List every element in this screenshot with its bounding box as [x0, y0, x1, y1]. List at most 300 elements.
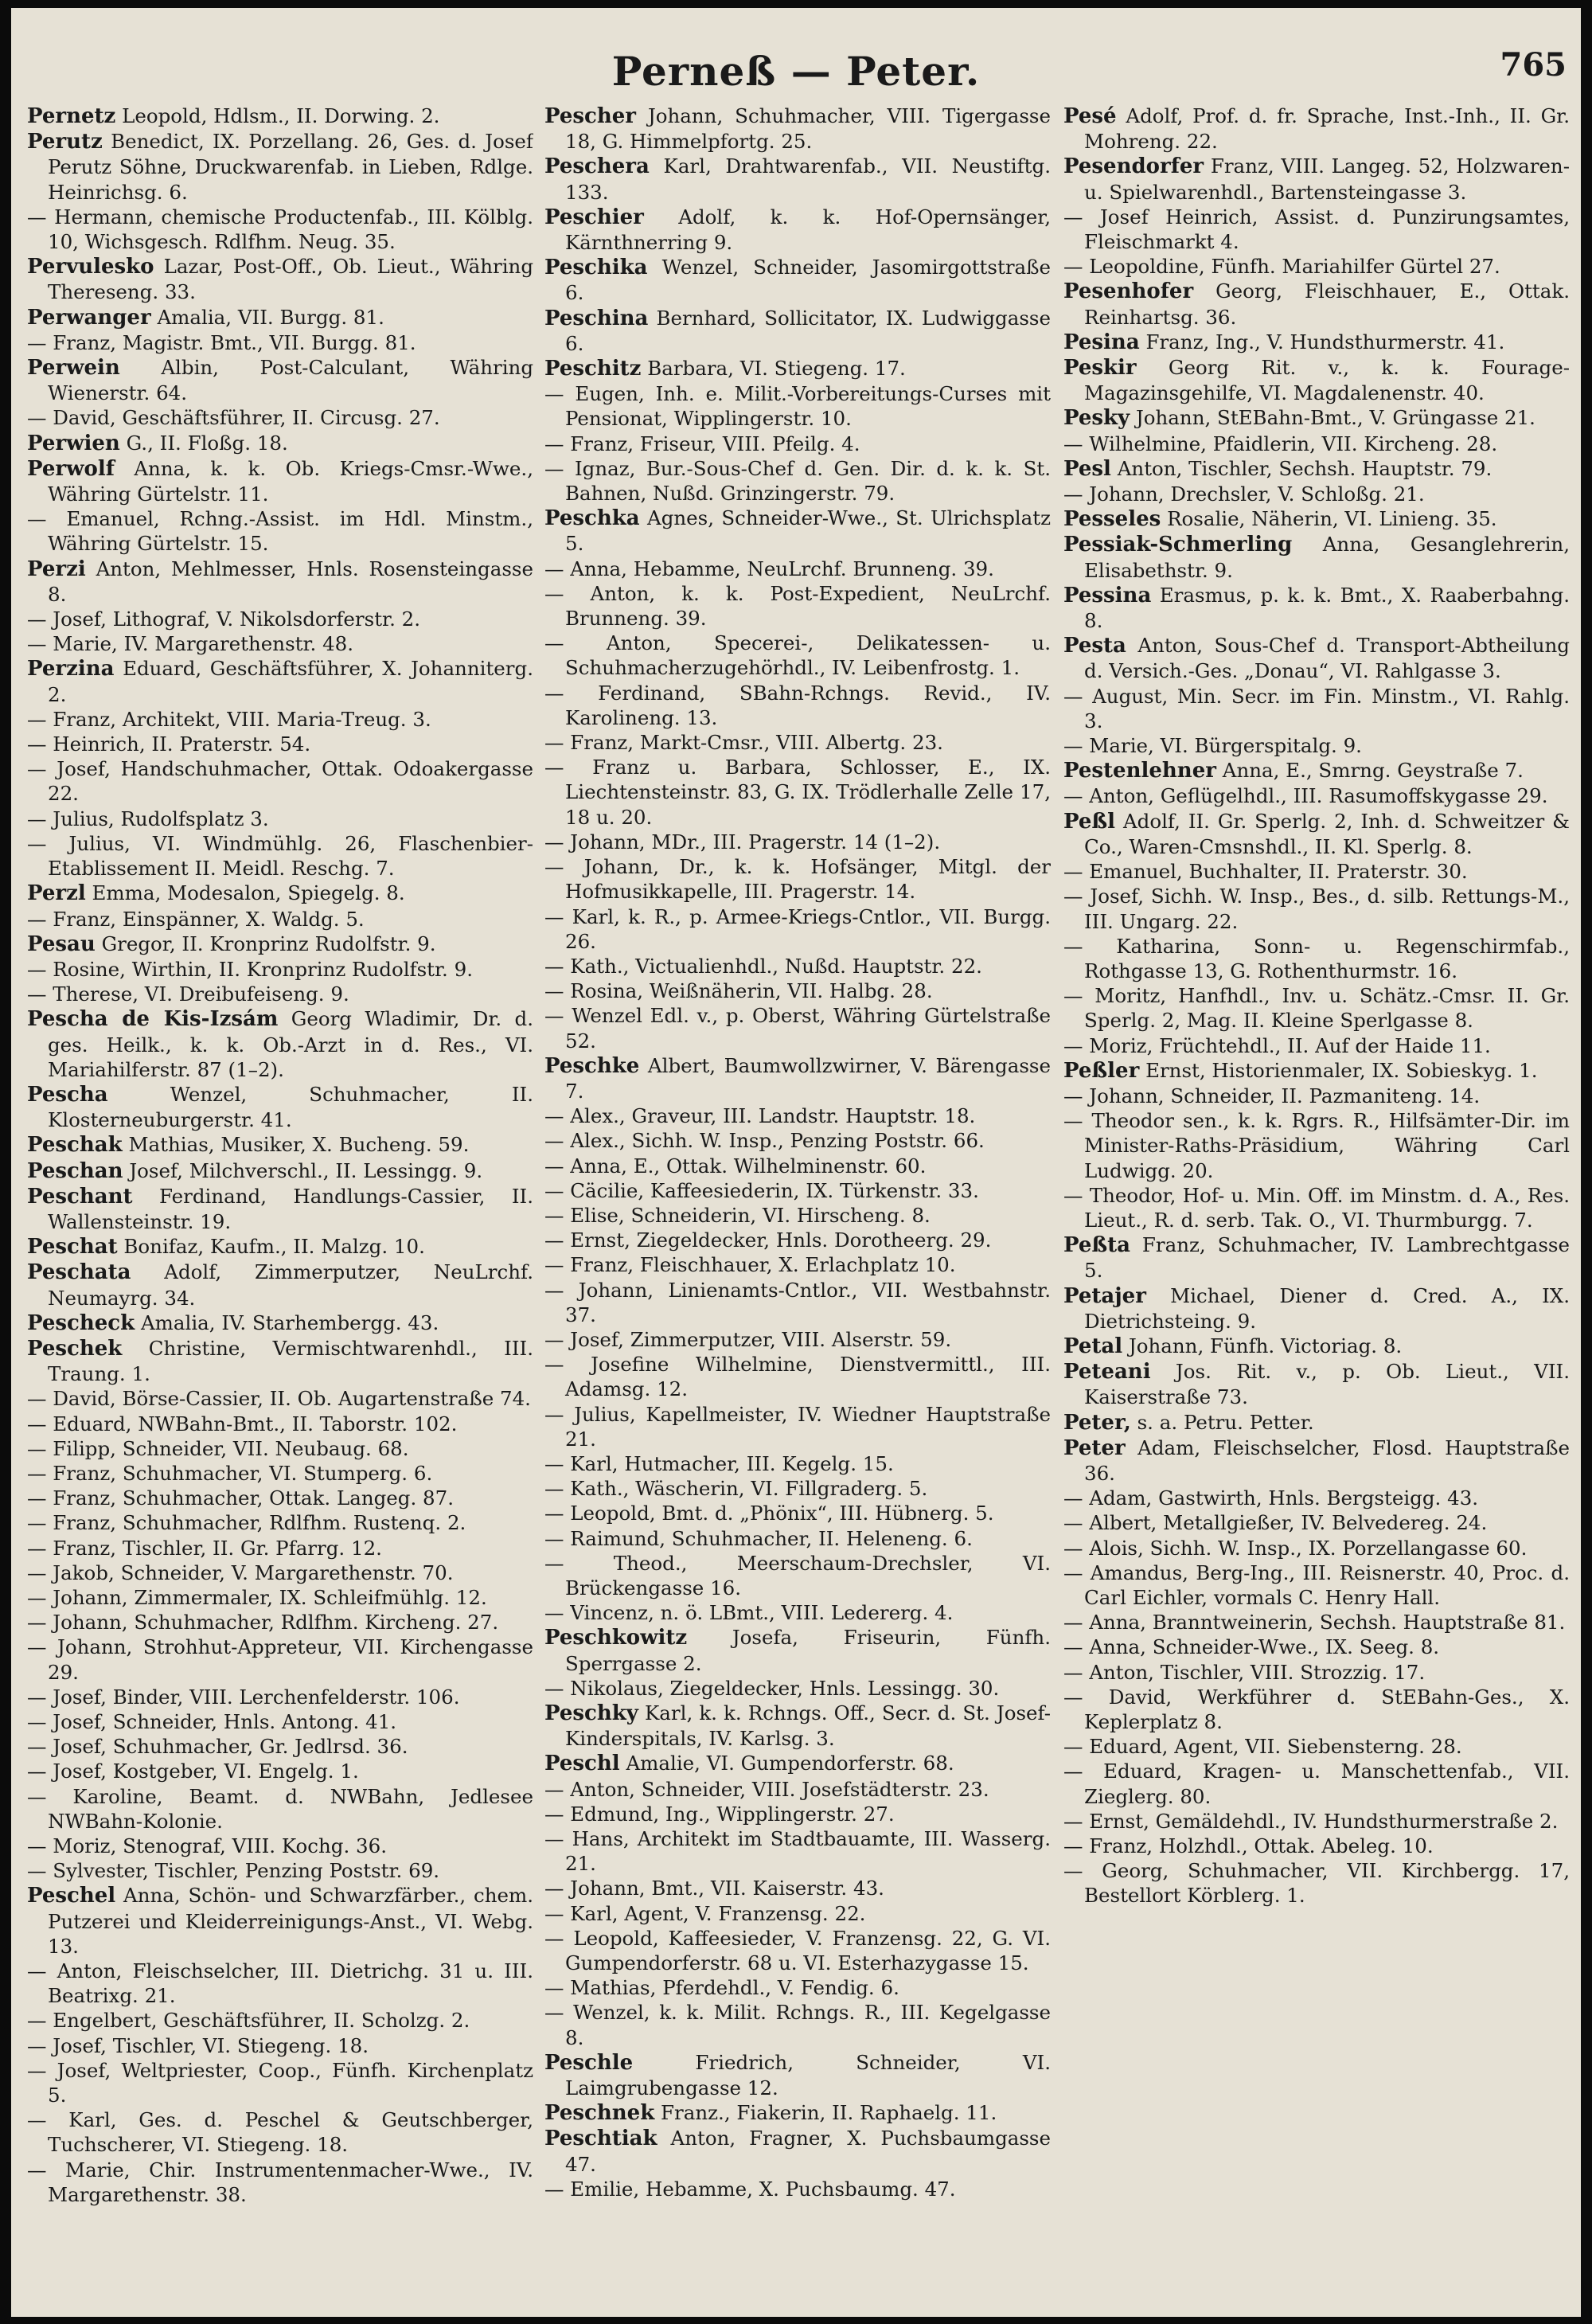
entry-details: — Josef, Zimmerputzer, VIII. Alserstr. 59. — [544, 1327, 952, 1351]
entry-details: Josefa, Friseurin, Fünfh. Sperrgasse 2. — [565, 1626, 1051, 1675]
directory-entry — [27, 1585, 533, 1610]
entry-details: Johann, Fünfh. Victoriag. 8. — [1128, 1334, 1403, 1357]
directory-entry — [27, 831, 533, 881]
directory-entry — [1063, 1359, 1570, 1409]
directory-entry — [544, 432, 1051, 456]
directory-entry — [544, 205, 1051, 255]
entry-details: — Marie, IV. Margarethenstr. 48. — [27, 632, 354, 656]
entry-surname: Pesau — [27, 932, 96, 956]
entry-details: — Franz, Holzhdl., Ottak. Abeleg. 10. — [1063, 1834, 1434, 1858]
entry-details: — Josef, Weltpriester, Coop., Fünfh. Kirchenplatz 5. — [27, 2058, 533, 2107]
directory-entry — [1063, 1334, 1570, 1359]
entry-surname: Perwolf — [27, 456, 115, 481]
entry-details: — Therese, VI. Dreibufeiseng. 9. — [27, 982, 349, 1006]
directory-entry — [544, 1053, 1051, 1103]
directory-entry — [1063, 1560, 1570, 1610]
entry-details: — Franz, Einspänner, X. Waldg. 5. — [27, 907, 365, 931]
entry-details: Georg, Fleischhauer, E., Ottak. Reinhartsg. 36. — [1084, 279, 1570, 329]
directory-entry — [27, 932, 533, 957]
entry-details: — Kath., Victualienhdl., Nußd. Hauptstr. 22. — [544, 954, 982, 978]
entry-details: — Karl, k. R., p. Armee-Kriegs-Cntlor., VII. Burgg. 26. — [544, 904, 1051, 953]
entry-details: — Cäcilie, Kaffeesiederin, IX. Türkenstr. 33. — [544, 1178, 979, 1202]
directory-entry — [544, 2050, 1051, 2100]
directory-entry — [1063, 506, 1570, 532]
entry-details: — Rosine, Wirthin, II. Kronprinz Rudolfstr. 9. — [27, 957, 473, 981]
entry-details: Amalia, IV. Starhembergg. 43. — [140, 1310, 439, 1334]
entry-details: — Anton, Specerei-, Delikatessen- u. Schuhmacherzugehörhdl., IV. Leibenfrostg. 1. — [544, 631, 1051, 680]
directory-entry — [544, 631, 1051, 680]
directory-entry — [544, 1402, 1051, 1451]
entry-details: Anton, Sous-Chef d. Transport-Abtheilung d. Versich.-Ges. „Donau“, VI. Rahlgasse 3. — [1084, 634, 1570, 683]
entry-details: Friedrich, Schneider, VI. Laimgrubengasse 12. — [565, 2050, 1051, 2100]
entry-details: — Engelbert, Geschäftsführer, II. Scholzg. 2. — [27, 2009, 470, 2033]
entry-surname: Peschata — [27, 1260, 131, 1285]
entry-surname: Peschtiak — [544, 2127, 657, 2151]
entry-surname: Pesl — [1063, 456, 1111, 481]
entry-details: — Leopold, Bmt. d. „Phönix“, III. Hübnerg. 5. — [544, 1502, 994, 1525]
directory-entry — [544, 1975, 1051, 2000]
entry-details: G., II. Floßg. 18. — [126, 431, 288, 455]
entry-details: Karl, k. k. Rchngs. Off., Secr. d. St. Josef-Kinderspitals, IV. Karlsg. 3. — [565, 1701, 1051, 1751]
directory-entry — [1063, 983, 1570, 1033]
directory-entry — [544, 1926, 1051, 1975]
directory-entry — [1063, 684, 1570, 733]
entry-details: Josef, Milchverschl., II. Lessingg. 9. — [129, 1158, 483, 1182]
entry-surname: Peschnek — [544, 2101, 655, 2126]
entry-details: — Adam, Gastwirth, Hnls. Bergsteigg. 43. — [1063, 1486, 1479, 1510]
entry-surname: Perwanger — [27, 305, 151, 330]
entry-details: — Leopold, Kaffeesieder, V. Franzensg. 22, G. VI. Gumpendorferstr. 68 u. VI. Esterhazygasse 15. — [544, 1926, 1051, 1975]
entry-details: — Franz, Schuhmacher, Rdlfhm. Rustenq. 2. — [27, 1511, 466, 1535]
entry-details: — Johann, Schneider, II. Pazmaniteng. 14. — [1063, 1084, 1481, 1107]
directory-entry — [1063, 1759, 1570, 1808]
entry-surname: Pestenlehner — [1063, 759, 1216, 783]
directory-entry — [27, 707, 533, 732]
directory-entry — [1063, 583, 1570, 633]
entry-details: — Alex., Graveur, III. Landstr. Hauptstr. 18. — [544, 1104, 976, 1128]
entry-details: — Emanuel, Rchng.-Assist. im Hdl. Minstm., Währing Gürtelstr. 15. — [27, 507, 533, 556]
directory-entry — [1063, 783, 1570, 808]
entry-details: Leopold, Hdlsm., II. Dorwing. 2. — [122, 104, 440, 127]
entry-details: Mathias, Musiker, X. Bucheng. 59. — [128, 1133, 470, 1157]
entry-details: — Franz, Markt-Cmsr., VIII. Albertg. 23. — [544, 731, 943, 755]
entry-surname: Petajer — [1063, 1283, 1146, 1308]
directory-entry — [544, 1278, 1051, 1327]
directory-entry — [27, 557, 533, 607]
entry-details: Adolf, Zimmerputzer, NeuLrchf. Neumayrg. 34. — [48, 1260, 533, 1310]
entry-details: Lazar, Post-Off., Ob. Lieut., Währing Thereseng. 33. — [48, 255, 533, 304]
directory-entry — [544, 1451, 1051, 1476]
entry-details: — Franz, Schuhmacher, Ottak. Langeg. 87. — [27, 1486, 455, 1510]
entry-details: — Edmund, Ing., Wipplingerstr. 27. — [544, 1802, 895, 1826]
directory-entry — [27, 205, 533, 254]
directory-entry — [27, 2107, 533, 2157]
entry-surname: Peschina — [544, 306, 649, 330]
directory-entry — [27, 506, 533, 556]
directory-entry — [544, 1327, 1051, 1352]
directory-entry — [1063, 1108, 1570, 1183]
entry-details: — David, Geschäftsführer, II. Circusg. 27. — [27, 406, 440, 430]
entry-surname: Pesky — [1063, 406, 1130, 431]
entry-details: Emma, Modesalon, Spiegelg. 8. — [92, 881, 405, 905]
entry-details: — Rosina, Weißnäherin, VII. Halbg. 28. — [544, 979, 933, 1003]
entry-details: s. a. Petru. Petter. — [1137, 1410, 1314, 1434]
entry-surname: Peter, — [1063, 1410, 1131, 1435]
entry-details: Bonifaz, Kaufm., II. Malzg. 10. — [123, 1235, 425, 1259]
entry-details: — Georg, Schuhmacher, VII. Kirchbergg. 17, Bestellort Körblerg. 1. — [1063, 1859, 1570, 1908]
entry-details: Barbara, VI. Stiegeng. 17. — [647, 357, 906, 381]
entry-surname: Peschka — [544, 506, 640, 531]
entry-details: Wenzel, Schuhmacher, II. Klosterneuburgerstr. 41. — [48, 1082, 533, 1132]
directory-entry — [544, 1751, 1051, 1776]
directory-entry — [27, 1336, 533, 1386]
entry-surname: Pescha de Kis-Izsám — [27, 1007, 279, 1032]
directory-entry — [27, 1184, 533, 1234]
directory-entry — [27, 1685, 533, 1709]
column-middle — [544, 104, 1051, 2309]
entry-details: — Johann, Drechsler, V. Schloßg. 21. — [1063, 482, 1425, 506]
directory-entry — [544, 2000, 1051, 2049]
entry-details: — Filipp, Schneider, VII. Neubaug. 68. — [27, 1436, 409, 1460]
directory-entry — [27, 1461, 533, 1486]
entry-details: — Jakob, Schneider, V. Margarethenstr. 70. — [27, 1560, 454, 1584]
directory-entry — [27, 330, 533, 355]
entry-details: Benedict, IX. Porzellang. 26, Ges. d. Josef Perutz Söhne, Druckwarenfab. in Lieben, Rdlge. Heinrichsg. 6. — [48, 130, 533, 204]
directory-entry — [27, 1610, 533, 1635]
directory-entry — [27, 631, 533, 656]
entry-details: Anna, Gesanglehrerin, Elisabethstr. 9. — [1084, 533, 1570, 582]
directory-entry — [544, 456, 1051, 506]
directory-entry — [27, 1132, 533, 1158]
directory-entry — [27, 2158, 533, 2207]
entry-surname: Peschky — [544, 1701, 638, 1725]
directory-entry — [27, 1006, 533, 1082]
directory-entry — [27, 1959, 533, 2008]
directory-entry — [1063, 1183, 1570, 1232]
entry-details: Anton, Mehlmesser, Hnls. Rosensteingasse 8. — [48, 557, 533, 606]
directory-entry — [27, 431, 533, 456]
directory-entry — [27, 1858, 533, 1883]
entry-details: — Moriz, Früchtehdl., II. Auf der Haide 11. — [1063, 1033, 1491, 1057]
directory-entry — [544, 104, 1051, 154]
entry-details: — Josefine Wilhelmine, Dienstvermittl., III. Adamsg. 12. — [544, 1353, 1051, 1401]
directory-entry — [544, 1103, 1051, 1128]
entry-surname: Pernetz — [27, 104, 116, 128]
entry-details: Adolf, II. Gr. Sperlg. 2, Inh. d. Schweitzer & Co., Waren-Cmsnshdl., II. Kl. Sperlg. 8. — [1084, 809, 1570, 858]
entry-details: Jos. Rit. v., p. Ob. Lieut., VII. Kaiserstraße 73. — [1084, 1360, 1570, 1409]
entry-details: — Theodor sen., k. k. Rgrs. R., Hilfsämter-Dir. im Minister-Raths-Präsidium, Währing Carl Ludwigg. 20. — [1063, 1109, 1570, 1182]
entry-details: — Wenzel Edl. v., p. Oberst, Währing Gürtelstraße 52. — [544, 1004, 1051, 1053]
entry-details: — Julius, Rudolfsplatz 3. — [27, 807, 269, 830]
directory-entry — [27, 2033, 533, 2058]
entry-details: — David, Werkführer d. StEBahn-Ges., X. Keplerplatz 8. — [1063, 1685, 1570, 1733]
directory-entry — [544, 306, 1051, 356]
entry-surname: Peschel — [27, 1884, 116, 1908]
directory-entry — [27, 1510, 533, 1535]
entry-details: — Josef Heinrich, Assist. d. Punzirungsamtes, Fleischmarkt 4. — [1063, 205, 1570, 254]
directory-entry — [544, 2100, 1051, 2126]
directory-entry — [544, 2126, 1051, 2176]
entry-surname: Perzina — [27, 657, 115, 682]
entry-surname: Peter — [1063, 1435, 1126, 1460]
entry-details: Johann, StEBahn-Bmt., V. Grüngasse 21. — [1135, 406, 1535, 430]
directory-entry — [544, 581, 1051, 631]
directory-entry — [27, 1536, 533, 1560]
directory-entry — [544, 1625, 1051, 1675]
directory-entry — [27, 982, 533, 1006]
entry-details: Anton, Tischler, Sechsh. Hauptstr. 79. — [1117, 456, 1492, 480]
entry-details: — Ferdinand, SBahn-Rchngs. Revid., IV. Karolineng. 13. — [544, 681, 1051, 729]
entry-details: Eduard, Geschäftsführer, X. Johanniterg. 2. — [48, 657, 533, 706]
entry-details: — Wenzel, k. k. Milit. Rchngs. R., III. Kegelgasse 8. — [544, 2001, 1051, 2049]
entry-surname: Peßl — [1063, 809, 1116, 834]
directory-entry — [1063, 104, 1570, 154]
entry-surname: Perwien — [27, 431, 120, 455]
directory-entry — [544, 1252, 1051, 1277]
directory-entry — [544, 154, 1051, 204]
entry-details: Albin, Post-Calculant, Währing Wienerstr. 64. — [48, 356, 533, 405]
directory-entry — [1063, 482, 1570, 506]
directory-entry — [1063, 1858, 1570, 1908]
entry-details: — Sylvester, Tischler, Penzing Poststr. 69. — [27, 1859, 440, 1883]
entry-details: Adam, Fleischselcher, Flosd. Hauptstraße 36. — [1084, 1435, 1570, 1485]
entry-details: — Eugen, Inh. e. Milit.-Vorbereitungs-Curses mit Pensionat, Wipplingerstr. 10. — [544, 382, 1051, 431]
entry-details: — Josef, Sichh. W. Insp., Bes., d. silb. Rettungs-M., III. Ungarg. 22. — [1063, 885, 1570, 933]
directory-entry — [27, 656, 533, 706]
directory-entry — [544, 1352, 1051, 1401]
entry-details: Ferdinand, Handlungs-Cassier, II. Wallensteinstr. 19. — [48, 1184, 533, 1233]
entry-details: — Nikolaus, Ziegeldecker, Hnls. Lessingg. 30. — [544, 1676, 1000, 1700]
directory-entry — [544, 1501, 1051, 1525]
directory-entry — [27, 2058, 533, 2107]
entry-surname: Peschera — [544, 154, 650, 179]
entry-surname: Pesina — [1063, 330, 1140, 354]
directory-entry — [27, 1436, 533, 1461]
entry-details: — Alois, Sichh. W. Insp., IX. Porzellangasse 60. — [1063, 1536, 1528, 1560]
entry-details: — Franz, Friseur, VIII. Pfeilg. 4. — [544, 432, 860, 455]
entry-details: — Moritz, Hanfhdl., Inv. u. Schätz.-Cmsr. II. Gr. Sperlg. 2, Mag. II. Kleine Sperlgasse 8. — [1063, 984, 1570, 1033]
entry-details: — Franz u. Barbara, Schlosser, E., IX. Liechtensteinstr. 83, G. IX. Trödlerhalle Zelle 17, 18 u. 20. — [544, 756, 1051, 829]
entry-details: — Marie, Chir. Instrumentenmacher-Wwe., IV. Margarethenstr. 38. — [27, 2158, 533, 2206]
entry-details: Georg Rit. v., k. k. Fourage-Magazinsgehilfe, VI. Magdalenenstr. 40. — [1084, 356, 1570, 405]
directory-entry — [544, 904, 1051, 954]
directory-entry — [27, 1234, 533, 1260]
page-header — [11, 25, 1581, 105]
entry-details: — Johann, Zimmermaler, IX. Schleifmühlg. 12. — [27, 1585, 487, 1609]
entry-details: — Julius, VI. Windmühlg. 26, Flaschenbier-Etablissement II. Meidl. Reschg. 7. — [27, 831, 533, 881]
directory-entry — [544, 506, 1051, 556]
entry-details: Ernst, Historienmaler, IX. Sobieskyg. 1. — [1145, 1058, 1538, 1082]
directory-entry — [27, 1709, 533, 1734]
page-number: 765 — [1500, 46, 1567, 84]
directory-entry — [544, 557, 1051, 581]
directory-entry — [27, 807, 533, 831]
entry-surname: Peschitz — [544, 357, 642, 381]
directory-entry — [544, 381, 1051, 431]
entry-surname: Pesenhofer — [1063, 279, 1194, 304]
entry-details: Amalia, VII. Burgg. 81. — [157, 305, 384, 329]
directory-entry — [27, 957, 533, 982]
entry-details: — Ernst, Ziegeldecker, Hnls. Dorotheerg. 29. — [544, 1228, 992, 1252]
directory-entry — [1063, 279, 1570, 329]
entry-surname: Perzl — [27, 881, 86, 906]
directory-entry — [544, 830, 1051, 854]
directory-entry — [1063, 1283, 1570, 1334]
directory-entry — [544, 1154, 1051, 1178]
entry-surname: Peskir — [1063, 356, 1137, 381]
entry-details: — Franz, Schuhmacher, VI. Stumperg. 6. — [27, 1461, 433, 1485]
entry-details: — Anton, Geflügelhdl., III. Rasumoffskygasse 29. — [1063, 784, 1548, 808]
entry-details: Wenzel, Schneider, Jasomirgottstraße 6. — [565, 256, 1051, 305]
directory-entry — [27, 305, 533, 330]
directory-entry — [544, 730, 1051, 755]
directory-entry — [1063, 758, 1570, 783]
entry-surname: Peteani — [1063, 1360, 1151, 1385]
entry-details: — Franz, Magistr. Bmt., VII. Burgg. 81. — [27, 330, 416, 354]
entry-surname: Pesé — [1063, 104, 1117, 128]
entry-details: Johann, Schuhmacher, VIII. Tigergasse 18, G. Himmelpfortg. 25. — [565, 104, 1051, 154]
entry-details: — Josef, Lithograf, V. Nikolsdorferstr. 2. — [27, 607, 421, 631]
entry-details: Albert, Baumwollzwirner, V. Bärengasse 7. — [565, 1053, 1051, 1103]
entry-details: Anna, k. k. Ob. Kriegs-Cmsr.-Wwe., Währing Gürtelstr. 11. — [48, 456, 533, 506]
entry-details: — Julius, Kapellmeister, IV. Wiedner Hauptstraße 21. — [544, 1402, 1051, 1451]
entry-details: Franz, Ing., V. Hundsthurmerstr. 41. — [1145, 330, 1505, 353]
entry-details: — Johann, MDr., III. Pragerstr. 14 (1–2). — [544, 830, 941, 853]
entry-details: — Emanuel, Buchhalter, II. Praterstr. 30. — [1063, 860, 1468, 884]
directory-entry — [544, 1526, 1051, 1551]
directory-entry — [1063, 254, 1570, 279]
directory-entry — [544, 1901, 1051, 1926]
entry-details: — Heinrich, II. Praterstr. 54. — [27, 732, 311, 756]
entry-details: — Theod., Meerschaum-Drechsler, VI. Brückengasse 16. — [544, 1551, 1051, 1599]
directory-entry — [544, 1551, 1051, 1600]
directory-entry — [1063, 1510, 1570, 1535]
entry-details: Anton, Fragner, X. Puchsbaumgasse 47. — [565, 2127, 1051, 2176]
entry-surname: Pesta — [1063, 634, 1126, 658]
entry-details: Franz, VIII. Langeg. 52, Holzwaren- u. Spielwarenhdl., Bartensteingasse 3. — [1084, 154, 1570, 204]
entry-details: — Theodor, Hof- u. Min. Off. im Minstm. d. A., Res. Lieut., R. d. serb. Tak. O., VI. Thurmburgg. 7. — [1063, 1183, 1570, 1232]
entry-details: — Emilie, Hebamme, X. Puchsbaumg. 47. — [544, 2177, 956, 2201]
directory-entry — [27, 607, 533, 631]
entry-details: — Karl, Agent, V. Franzensg. 22. — [544, 1901, 866, 1925]
entry-surname: Peschat — [27, 1235, 118, 1260]
directory-entry — [27, 254, 533, 304]
directory-entry — [27, 1635, 533, 1684]
entry-surname: Peschke — [544, 1053, 640, 1078]
directory-entry — [544, 255, 1051, 305]
directory-entry — [1063, 1084, 1570, 1108]
column-left — [27, 104, 533, 2309]
entry-surname: Peschak — [27, 1133, 123, 1158]
entry-details: — Karl, Ges. d. Peschel & Geutschberger, Tuchscherer, VI. Stiegeng. 18. — [27, 2108, 533, 2157]
entry-details: Adolf, k. k. Hof-Opernsänger, Kärnthnerring 9. — [565, 205, 1051, 255]
entry-details: — Raimund, Schuhmacher, II. Heleneng. 6. — [544, 1526, 973, 1550]
directory-entry — [27, 1386, 533, 1411]
entry-details: — Elise, Schneiderin, VI. Hirscheng. 8. — [544, 1203, 931, 1227]
entry-surname: Peßta — [1063, 1233, 1131, 1258]
directory-entry — [27, 1560, 533, 1585]
entry-details: — Eduard, Agent, VII. Siebensterng. 28. — [1063, 1735, 1462, 1759]
entry-details: Erasmus, p. k. k. Bmt., X. Raaberbahng. 8. — [1084, 583, 1570, 633]
directory-entry — [544, 1777, 1051, 1802]
entry-details: Adolf, Prof. d. fr. Sprache, Inst.-Inh., II. Gr. Mohreng. 22. — [1084, 104, 1570, 154]
directory-entry — [1063, 1058, 1570, 1084]
entry-details: — Moriz, Stenograf, VIII. Kochg. 36. — [27, 1834, 388, 1858]
directory-entry — [544, 1003, 1051, 1053]
entry-surname: Peschek — [27, 1336, 123, 1361]
entry-details: — Johann, Schuhmacher, Rdlfhm. Kircheng. 27. — [27, 1611, 499, 1635]
entry-surname: Peschkowitz — [544, 1626, 688, 1650]
entry-details: — Franz, Architekt, VIII. Maria-Treug. 3. — [27, 707, 431, 731]
entry-details: — Franz, Tischler, II. Gr. Pfarrg. 12. — [27, 1536, 382, 1560]
entry-details: Agnes, Schneider-Wwe., St. Ulrichsplatz 5. — [565, 506, 1051, 556]
entry-surname: Peßler — [1063, 1058, 1140, 1083]
directory-entry — [27, 1310, 533, 1336]
directory-entry — [1063, 1685, 1570, 1734]
directory-entry — [27, 1734, 533, 1759]
directory-entry — [1063, 1033, 1570, 1058]
directory-entry — [1063, 934, 1570, 983]
directory-entry — [1063, 884, 1570, 933]
directory-entry — [1063, 1834, 1570, 1858]
entry-details: — Eduard, NWBahn-Bmt., II. Taborstr. 102. — [27, 1412, 458, 1435]
directory-entry — [1063, 432, 1570, 456]
entry-details: — Vincenz, n. ö. LBmt., VIII. Ledererg. 4. — [544, 1601, 954, 1625]
entry-details: — Albert, Metallgießer, IV. Belvedereg. 24. — [1063, 1511, 1488, 1535]
directory-entry — [544, 1701, 1051, 1751]
directory-entry — [27, 1784, 533, 1834]
directory-entry — [27, 907, 533, 932]
directory-entry — [1063, 1635, 1570, 1659]
entry-details: — Anna, E., Ottak. Wilhelminenstr. 60. — [544, 1154, 927, 1178]
directory-entry — [27, 1412, 533, 1436]
entry-details: — Anna, Schneider-Wwe., IX. Seeg. 8. — [1063, 1635, 1440, 1659]
directory-entry — [27, 129, 533, 205]
directory-entry — [544, 356, 1051, 381]
directory-entry — [27, 1158, 533, 1184]
directory-entry — [544, 1826, 1051, 1876]
entry-surname: Peschant — [27, 1184, 133, 1209]
directory-entry — [1063, 330, 1570, 355]
entry-details: — Ernst, Gemäldehdl., IV. Hundsthurmerstraße 2. — [1063, 1809, 1559, 1833]
directory-entry — [544, 978, 1051, 1003]
directory-entry — [544, 854, 1051, 904]
entry-details: — Marie, VI. Bürgerspitalg. 9. — [1063, 734, 1362, 758]
directory-entry — [27, 1486, 533, 1510]
directory-entry — [544, 1676, 1051, 1701]
entry-details: — Karoline, Beamt. d. NWBahn, Jedlesee NWBahn-Kolonie. — [27, 1784, 533, 1833]
directory-entry — [27, 1759, 533, 1783]
column-right — [1063, 104, 1570, 2309]
entry-surname: Peschle — [544, 2050, 634, 2075]
entry-details: — Mathias, Pferdehdl., V. Fendig. 6. — [544, 1976, 899, 2000]
entry-details: Georg Wladimir, Dr. d. ges. Heilk., k. k. Ob.-Arzt in d. Res., VI. Mariahilferstr. 87 (1–2). — [48, 1007, 533, 1081]
entry-details: — Anna, Branntweinerin, Sechsh. Hauptstraße 81. — [1063, 1611, 1566, 1635]
entry-details: — Anton, Schneider, VIII. Josefstädterstr. 23. — [544, 1777, 989, 1801]
directory-entry — [544, 755, 1051, 830]
directory-entry — [544, 1476, 1051, 1501]
directory-entry — [544, 2177, 1051, 2201]
directory-entry — [27, 732, 533, 756]
entry-surname: Perwein — [27, 356, 120, 381]
directory-entry — [1063, 205, 1570, 254]
entry-details: Anna, Schön- und Schwarzfärber., chem. Putzerei und Kleiderreinigungs-Anst., VI. Webg. 13. — [48, 1884, 533, 1958]
entry-details: — Anton, Fleischselcher, III. Dietrichg. 31 u. III. Beatrixg. 21. — [27, 1959, 533, 2008]
entry-details: — Anton, k. k. Post-Expedient, NeuLrchf. Brunneng. 39. — [544, 581, 1051, 631]
directory-page — [11, 8, 1581, 2317]
entry-details: Rosalie, Näherin, VI. Linieng. 35. — [1167, 507, 1497, 531]
entry-details: — Johann, Dr., k. k. Hofsänger, Mitgl. der Hofmusikkapelle, III. Pragerstr. 14. — [544, 855, 1051, 904]
